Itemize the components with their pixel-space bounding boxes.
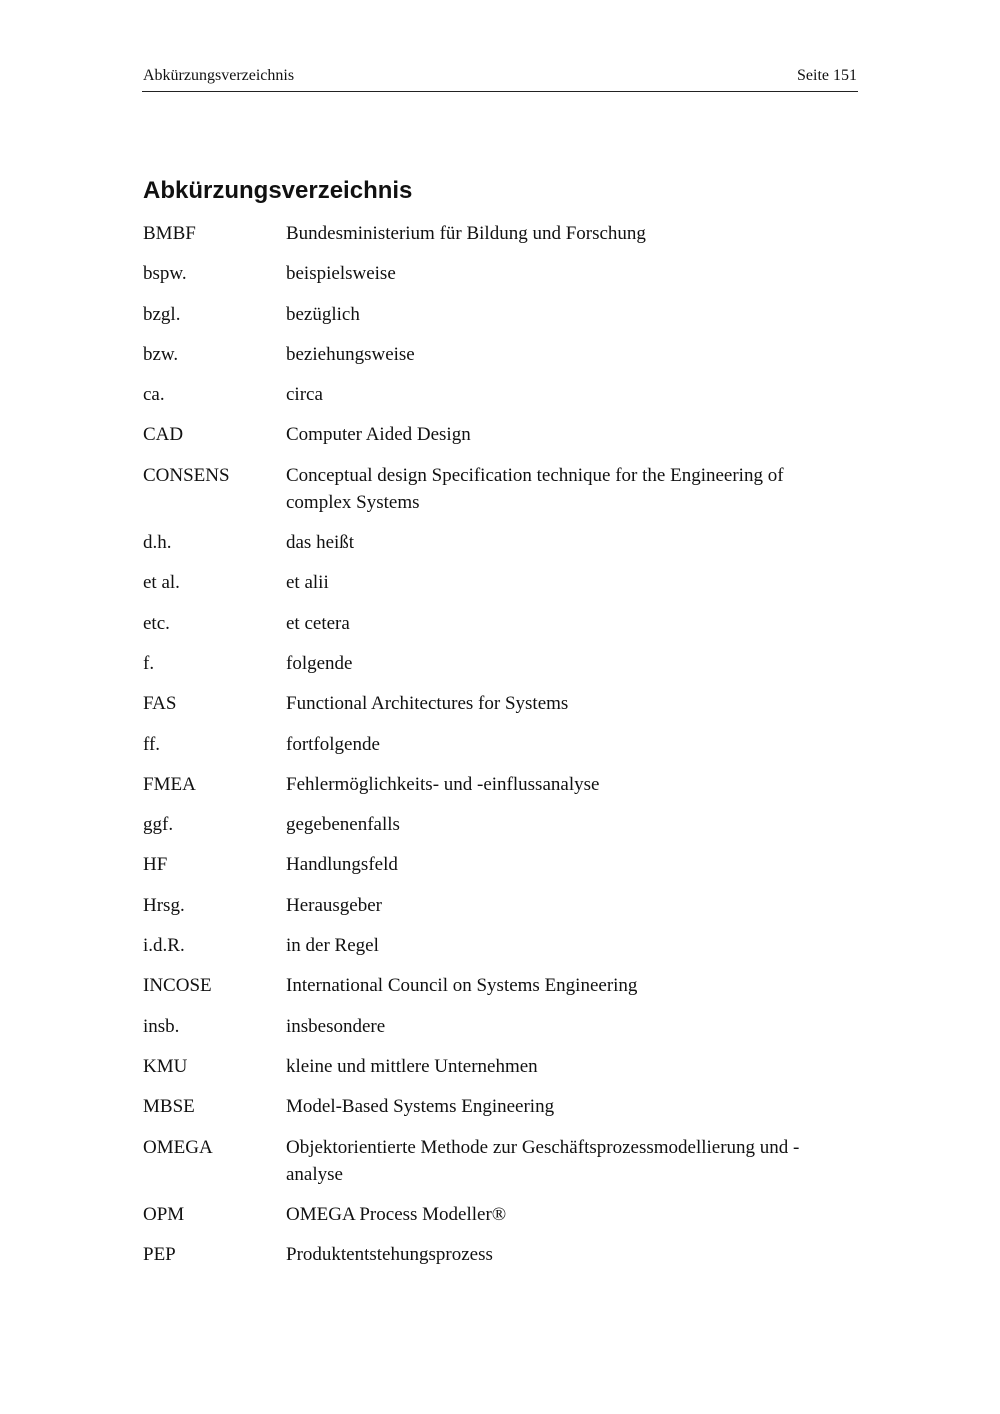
abbreviation-term: et al. (143, 572, 180, 594)
abbreviation-definition: kleine und mittlere Unternehmen (286, 1055, 538, 1077)
abbreviation-term: etc. (143, 612, 170, 634)
abbreviation-definition: International Council on Systems Engineering (286, 975, 638, 997)
abbreviation-definition: et alii (286, 572, 329, 594)
abbreviation-term: ff. (143, 733, 161, 755)
abbreviation-term: KMU (143, 1055, 188, 1077)
abbreviation-definition: gegebenenfalls (286, 814, 400, 836)
abbreviation-row (143, 851, 833, 878)
abbreviation-definition: das heißt (286, 532, 355, 554)
abbreviation-term: CONSENS (143, 464, 230, 486)
abbreviation-row (143, 1093, 833, 1120)
abbreviation-term: bzgl. (143, 303, 181, 325)
abbreviation-row (143, 610, 833, 637)
abbreviation-row (143, 421, 833, 448)
abbreviation-row (143, 932, 833, 959)
abbreviation-definition: Handlungsfeld (286, 854, 398, 876)
abbreviation-term: Hrsg. (143, 894, 185, 916)
abbreviation-term: ca. (143, 384, 165, 406)
abbreviation-term: bspw. (143, 263, 187, 285)
abbreviation-list (143, 220, 833, 1281)
abbreviation-row (143, 1134, 833, 1188)
abbreviation-definition: et cetera (286, 612, 350, 634)
abbreviation-row (143, 650, 833, 677)
abbreviation-row (143, 811, 833, 838)
abbreviation-definition: Produktentstehungsprozess (286, 1244, 493, 1266)
abbreviation-definition: bezüglich (286, 303, 360, 325)
abbreviation-term: f. (143, 652, 155, 674)
abbreviation-row (143, 892, 833, 919)
abbreviation-definition: Functional Architectures for Systems (286, 693, 569, 715)
running-header (142, 66, 858, 92)
abbreviation-definition: beispielsweise (286, 263, 396, 285)
abbreviation-term: i.d.R. (143, 935, 185, 957)
abbreviation-row (143, 381, 833, 408)
section-title: Abkürzungsverzeichnis (143, 177, 413, 204)
abbreviation-row (143, 569, 833, 596)
abbreviation-definition: insbesondere (286, 1015, 386, 1037)
abbreviation-term: BMBF (143, 223, 196, 244)
abbreviation-definition: folgende (286, 652, 353, 674)
abbreviation-definition: Objektorientierte Methode zur Geschäftsprozessmodellierung und -analyse (286, 1136, 800, 1185)
abbreviation-term: OPM (143, 1203, 185, 1225)
abbreviation-definition: Bundesministerium für Bildung und Forschung (286, 223, 646, 244)
abbreviation-term: INCOSE (143, 975, 212, 997)
running-header-title: Abkürzungsverzeichnis (143, 67, 295, 84)
abbreviation-term: insb. (143, 1015, 180, 1037)
abbreviation-definition: fortfolgende (286, 733, 380, 755)
abbreviation-row (143, 301, 833, 328)
abbreviation-definition: Conceptual design Specification technique for the Engineering of complex Systems (286, 464, 784, 513)
abbreviation-definition: circa (286, 384, 323, 406)
abbreviation-definition: OMEGA Process Modeller® (286, 1203, 507, 1225)
abbreviation-row (143, 341, 833, 368)
abbreviation-definition: in der Regel (286, 935, 379, 957)
abbreviation-row (143, 529, 833, 556)
abbreviation-term: FAS (143, 693, 177, 715)
abbreviation-term: FMEA (143, 773, 196, 795)
abbreviation-row (143, 462, 833, 516)
abbreviation-definition: beziehungsweise (286, 343, 415, 365)
page-number: Seite 151 (797, 67, 857, 84)
abbreviation-row (143, 1013, 833, 1040)
abbreviation-row (143, 220, 833, 247)
abbreviation-row (143, 972, 833, 999)
abbreviation-row (143, 1241, 833, 1268)
abbreviation-row (143, 1201, 833, 1228)
abbreviation-row (143, 771, 833, 798)
abbreviation-term: d.h. (143, 532, 172, 554)
abbreviation-row (143, 690, 833, 717)
abbreviation-term: PEP (143, 1244, 176, 1266)
abbreviation-row (143, 1053, 833, 1080)
abbreviation-term: CAD (143, 424, 184, 446)
abbreviation-definition: Fehlermöglichkeits- und -einflussanalyse (286, 773, 600, 795)
abbreviation-term: HF (143, 854, 168, 876)
abbreviation-term: ggf. (143, 814, 174, 836)
abbreviation-definition: Computer Aided Design (286, 424, 471, 446)
abbreviation-row (143, 731, 833, 758)
abbreviation-row (143, 260, 833, 287)
abbreviation-definition: Herausgeber (286, 894, 383, 916)
abbreviation-term: bzw. (143, 343, 179, 365)
abbreviation-term: MBSE (143, 1096, 195, 1118)
abbreviation-term: OMEGA (143, 1136, 213, 1158)
abbreviation-definition: Model-Based Systems Engineering (286, 1096, 555, 1118)
